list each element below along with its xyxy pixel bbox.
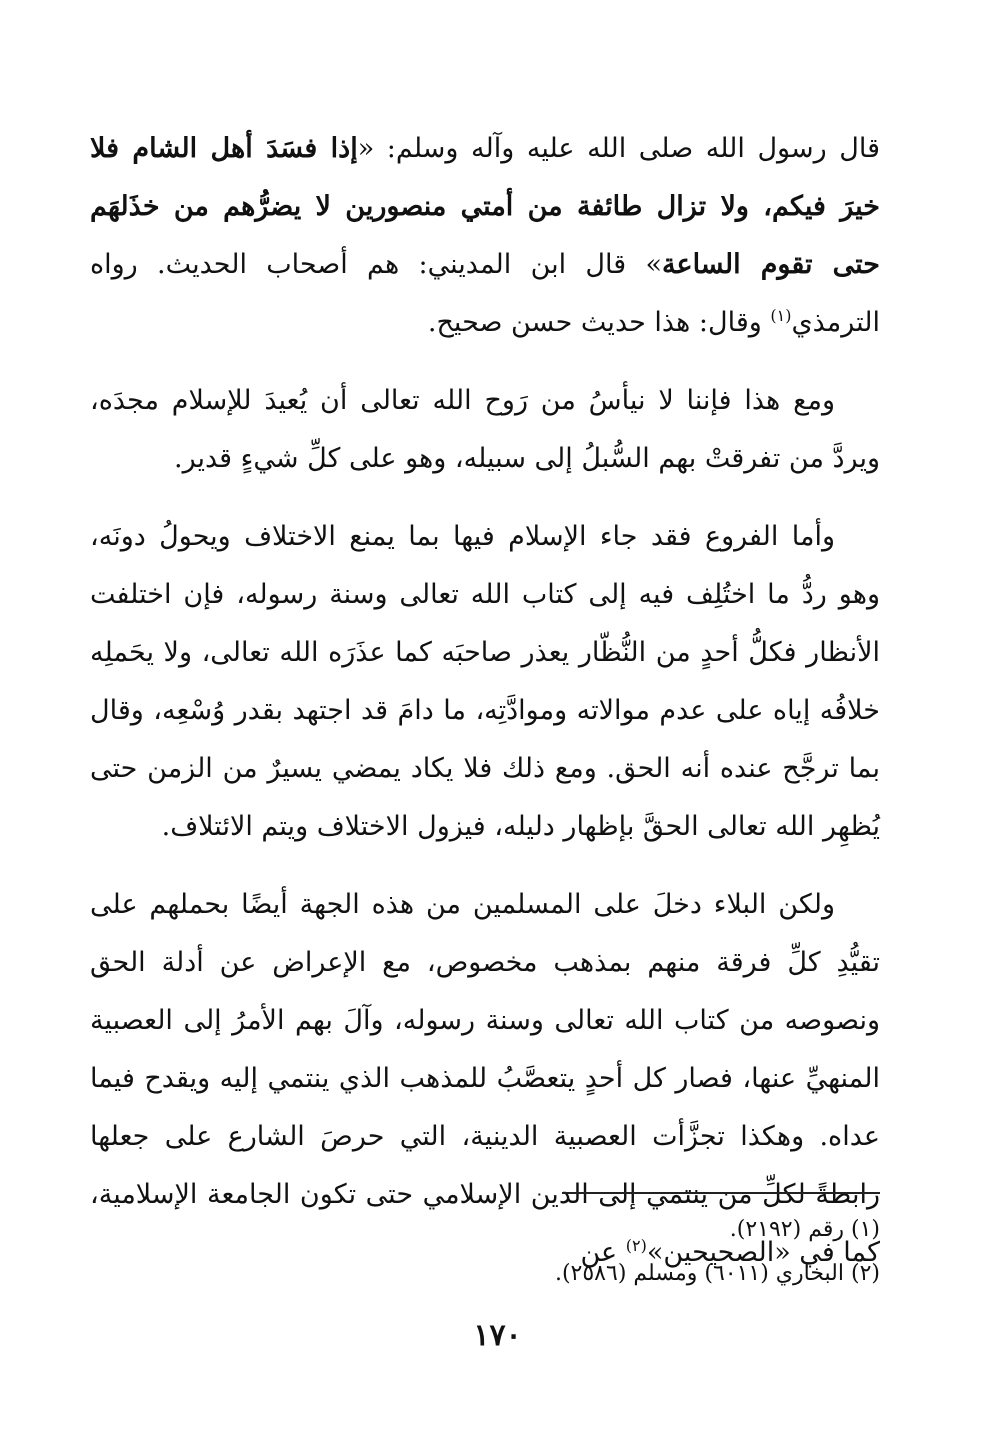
page-number: ١٧٠ — [473, 1318, 522, 1353]
paragraph-hope: ومع هذا فإننا لا نيأسُ من رَوح الله تعالى أن يُعيدَ للإسلام مجدَه، ويردَّ من تفرقتْ بهم السُّبلُ إلى سبيله، وهو على كلِّ شيءٍ قدير. — [90, 385, 880, 474]
hadith-grading: وقال: هذا حديث حسن صحيح. — [427, 307, 771, 338]
footnote-1 — [90, 1208, 880, 1252]
paragraph-branches: وأما الفروع فقد جاء الإسلام فيها بما يمنع الاختلاف ويحولُ دونَه، وهو ردُّ ما اختُلِف فيه إلى كتاب الله تعالى وسنة رسوله، فإن اختلفت الأنظار فكلُّ أحدٍ من النُّظّار يعذر صاحبَه كما عذَرَه الله تعالى، ولا يحَملِه خلافُه إياه على عدم موالاته وموادَّتِه، ما دامَ قد اجتهد بقدر وُسْعِه، وقال بما ترجَّح عنده أنه الحق. ومع ذلك فلا يكاد يمضي يسيرٌ من الزمن حتى يُظهِر الله تعالى الحقَّ بإظهار دليله، فيزول الاختلاف ويتم الائتلاف. — [90, 521, 880, 842]
affliction-text: ولكن البلاء دخلَ على المسلمين من هذه الجهة أيضًا بحملهم على تقيُّدِ كلِّ فرقة منهم بمذهب مخصوص، مع الإعراض عن أدلة الحق ونصوصه من كتاب الله تعالى وسنة رسوله، وآلَ بهم الأمرُ إلى العصبية المنهيِّ عنها، فصار كل أحدٍ يتعصَّبُ للمذهب الذي ينتمي إليه ويقدح فيما عداه. وهكذا تجزَّأت العصبية الدينية، التي حرصَ الشارع على جعلها رابطةً لكلِّ من ينتمي إلى الدين الإسلامي حتى تكون الجامعة الإسلامية، كما في «الصحيحين» — [90, 889, 880, 1268]
footnote-divider — [562, 1192, 880, 1194]
footnote-text: رقم (٢١٩٢). — [729, 1217, 844, 1242]
footnote-number: (٢) — [850, 1261, 880, 1286]
paragraph-hadith — [90, 120, 880, 352]
footnote-2 — [90, 1252, 880, 1296]
footnote-number: (١) — [850, 1217, 880, 1242]
hadith-source: » قال ابن المديني: هم أصحاب الحديث. رواه الترمذي — [90, 249, 880, 338]
hadith-text: إذا فسَدَ أهل الشام فلا خيرَ فيكم، ولا تزال طائفة من أمتي منصورين لا يضرُّهم من خذَلهَم حتى تقوم الساعة — [90, 133, 880, 280]
affliction-text-end: عن — [580, 1237, 626, 1268]
footnote-text: البخاري (٦٠١١) ومسلم (٢٥٨٦). — [554, 1261, 844, 1286]
hadith-intro: قال رسول الله صلى الله عليه وآله وسلم: « — [357, 133, 880, 164]
footnote-ref-1[interactable]: (١) — [770, 306, 792, 325]
footnotes — [90, 1208, 880, 1296]
footnote-ref-2[interactable]: (٢) — [625, 1236, 647, 1255]
